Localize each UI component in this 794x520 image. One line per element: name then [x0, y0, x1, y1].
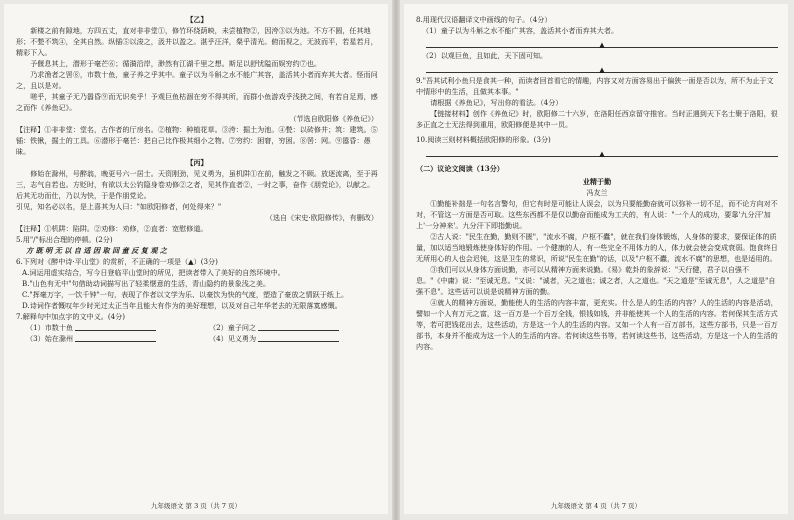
article-paragraph: ①勤能补拙是一句名言警句，但它有时是可能让人误会，以为只要能勤奋就可以弥补一切不足，而不论方向对不对，不管这一方面是否可取。这些东西都不是仅以勤奋而能成为工夫的，有人说："一个人的成功，要靠'九分汗'加上'一分神来'。九分汗下即指勤说。: [416, 199, 778, 230]
question-7-items: [16, 322, 378, 333]
section-heading: （二）议论文阅读（13分）: [416, 164, 504, 173]
question-6: 6.下列对《醉中诗·平山堂》的赏析，不正确的一项是（▲）(3分): [16, 257, 218, 266]
passage-yi-source: （节选自欧阳修《养鱼记》）: [289, 114, 378, 123]
question-10: 10.阅读三则材料概括欧阳修的形象。(3分): [416, 135, 551, 144]
passage-bing-title: 【丙】: [186, 158, 208, 167]
passage-yi-paragraph: 新楼之前有隙地，方四五丈，直对非非堂①，修竹环绕荫映，未尝植物②，因洿③以为池。不方不圆，任其地形；不甃不筑④，全其自然。纵锸⑤以浚之，汲井以盈之。湛乎汪洋，粲乎清光。俯而视之，无波而平，若星若月，精彩下入。: [16, 26, 378, 57]
question-7-item: （3）始在滁州: [26, 334, 74, 343]
question-6-option-d: D.诗词作者慨叹年少时光过太正当年且能大有作为的美好理想，以及对自己年华老去的无限落寞感慨。: [22, 301, 342, 310]
passage-bing-paragraph: 引见，知名必以名，是上喜其为人曰："如欧阳修者，何处得来？": [16, 202, 222, 211]
triangle-marker-icon: ▲: [599, 41, 605, 49]
article-author: 冯友兰: [586, 188, 608, 197]
answer-blank[interactable]: [258, 323, 339, 331]
answer-blank[interactable]: [75, 334, 156, 342]
question-8-part-2: （2）以观巨鱼，且如此，天下固可知。: [422, 51, 548, 60]
question-6-option-b: B."山色有无中"句借助动词描写出了轻柔惬意的生活，青山隐约的景象浅之美。: [22, 279, 271, 288]
question-7-items: [16, 333, 378, 344]
passage-yi-notes: 【注释】①非非堂：堂名，古作者的厅房名。②植物：种植花草。③洿：掘土为池。④甃：以砖修井；筑：建筑。⑤锸：铁锹，掘土的工具。⑥潜形于毫芒：把自己比作极其细小之物。⑦穷约：困窘，穷困。⑧罟：网。⑨嚣昏：愚昧。: [16, 125, 378, 156]
answer-line[interactable]: [426, 62, 778, 73]
passage-yi-paragraph: 嗟乎，其童子无乃嚣昏⑨而无识矣乎！予观巨鱼枯涸在旁不得其所，而群小鱼游戏乎浅狭之间，有若自足焉，感之而作《养鱼记》。: [16, 92, 378, 112]
question-5: 5.用"/"标出合理的停顿。(2分): [16, 235, 113, 244]
passage-bing-paragraph: 修始在滁州，号醉翁，晚更号六一居士。天资刚劲，见义勇为，虽机阱①在前，触发之不顾。放逐流离，至于再三，志气自若也。方贬时，有欲以太公钓隐身卷劝修②之者，见其作直者②，一时之事，奋作《朋党论》，以献之。后其无功而仕，乃以为快，于是作朋党论。: [16, 169, 378, 200]
exam-page-left: [4, 4, 388, 514]
triangle-marker-icon: ▲: [599, 150, 605, 158]
passage-bing-source: （选自《宋史·欧阳修传》，有删改）: [265, 213, 378, 222]
article-title: 业精于勤: [582, 177, 612, 186]
question-9: 9."吾其试利小鱼只是食其一种，而读者回首看它的情趣，内容又对方面容易出于偏狭一面是否以为，所不为止于文中情形中的生活，且做其本事。": [416, 76, 774, 96]
page-gutter: [392, 0, 400, 520]
question-7-item: （1）市数十鱼: [26, 323, 74, 332]
passage-yi-paragraph: 予偃息其上，潜形于毫芒⑥；循漪沿岸，渺然有江湖千里之想。斯足以舒忧隘而娱穷约⑦也。: [30, 59, 322, 68]
passage-yi-title: 【乙】: [186, 15, 208, 24]
article-paragraph: ③我们可以从身体方面说勤，亦可以从精神方面来说勤。《易》乾卦的象辞说："天行健，君子以自强不息。"《中庸》说："至诚无息。"又说："诚者，天之道也；诚之者，人之道也。"天之道是"至诚无息"，人之道是"自强不息"。这些话可以说是说精神方面的勤。: [416, 265, 776, 296]
triangle-marker-icon: ▲: [599, 66, 605, 74]
passage-bing-notes: 【注释】①机阱：陷阱。②劝修：劝修，②直者：宽慰修道。: [16, 224, 208, 233]
answer-line[interactable]: [426, 37, 778, 48]
question-6-option-c: C."挥毫万字，一饮千钟"一句，表现了作者以文学为乐、以豪饮为快的气度，塑造了豪放之情跃于纸上。: [22, 290, 349, 299]
question-7: 7.解释句中加点字的文中义。(4分): [16, 312, 126, 321]
question-7-item: （2）童子问之: [209, 323, 257, 332]
page-footer: 九年级语文 第 4 页（共 7 页）: [550, 502, 642, 510]
link-material: 【链接材料】创作《养鱼记》时，欧阳修二十六岁，在洛阳任西京留守推官。当时正遇到天下名士聚于洛阳，很多正直之士无法得到重用，欧阳修便是其中一员。: [416, 109, 778, 129]
article-paragraph: ②古人说："民生在勤，勤则不匮"，"流水不腐，户枢不蠹"，就在我们身体锻炼，人身体的要求，要保证体的质量，加以适当地锻炼使身体好的作用。一个健康的人，有一些完全不用体力的人，体力就会使会变成衰弱。饱食终日无所用心的人也会迟钝，这是卫生的常识，所说"民生在勤"的话，以及"户枢不蠹，流水不腐"的思想，也是适用的。: [416, 232, 778, 263]
answer-blank[interactable]: [258, 334, 339, 342]
question-9-task: 请根据《养鱼记》，写出你的看法。（4分）: [430, 98, 563, 107]
page-footer: 九年级语文 第 3 页（共 7 页）: [150, 502, 242, 510]
question-6-option-a: A.词运用虚实结合，写今日登临平山堂时的所见，把读者带入了美好的自然环境中。: [22, 268, 285, 277]
question-8-part-1: （1）童子以为斗斛之水不能广其容，盖活其小者而弃其大者。: [422, 26, 619, 35]
exam-page-right: [404, 4, 788, 514]
article-paragraph: ④就人的精神方面说，勤能使人的生活的内容丰富，更充实。什么是人的生活的内容？人的生活的内容是活动，譬如一个人有万元之富，这一百万是一个百万全钱，银钱如钱，并非能使其一个人的生活的内容。若何保其生活方式等，若可把钱花出去，这些活动，方是这一个人的生活的内容。又如一个人有一百万部书，这些方部书，只是一百万部书，本身并不能成为这一个人的生活的内容。若何读这些书等，若何读这些书，这些活动，方是这一个人的生活的内容。: [416, 298, 778, 351]
answer-blank[interactable]: [75, 323, 156, 331]
question-8: 8.用现代汉语翻译文中画线的句子。（4分）: [416, 15, 552, 24]
question-5-text: 方 既 明 无 以 自 适 因 取 回 童 反 复 观 之: [26, 246, 167, 255]
passage-yi-paragraph: 乃求渔者之罟⑧，市数十鱼，童子养之乎其中。童子以为斗斛之水不能广其容，盖活其小者而弃其大者。怪而问之，且以是对。: [16, 70, 378, 90]
question-7-item: （4）见义勇为: [209, 334, 257, 343]
answer-line[interactable]: [426, 146, 778, 157]
